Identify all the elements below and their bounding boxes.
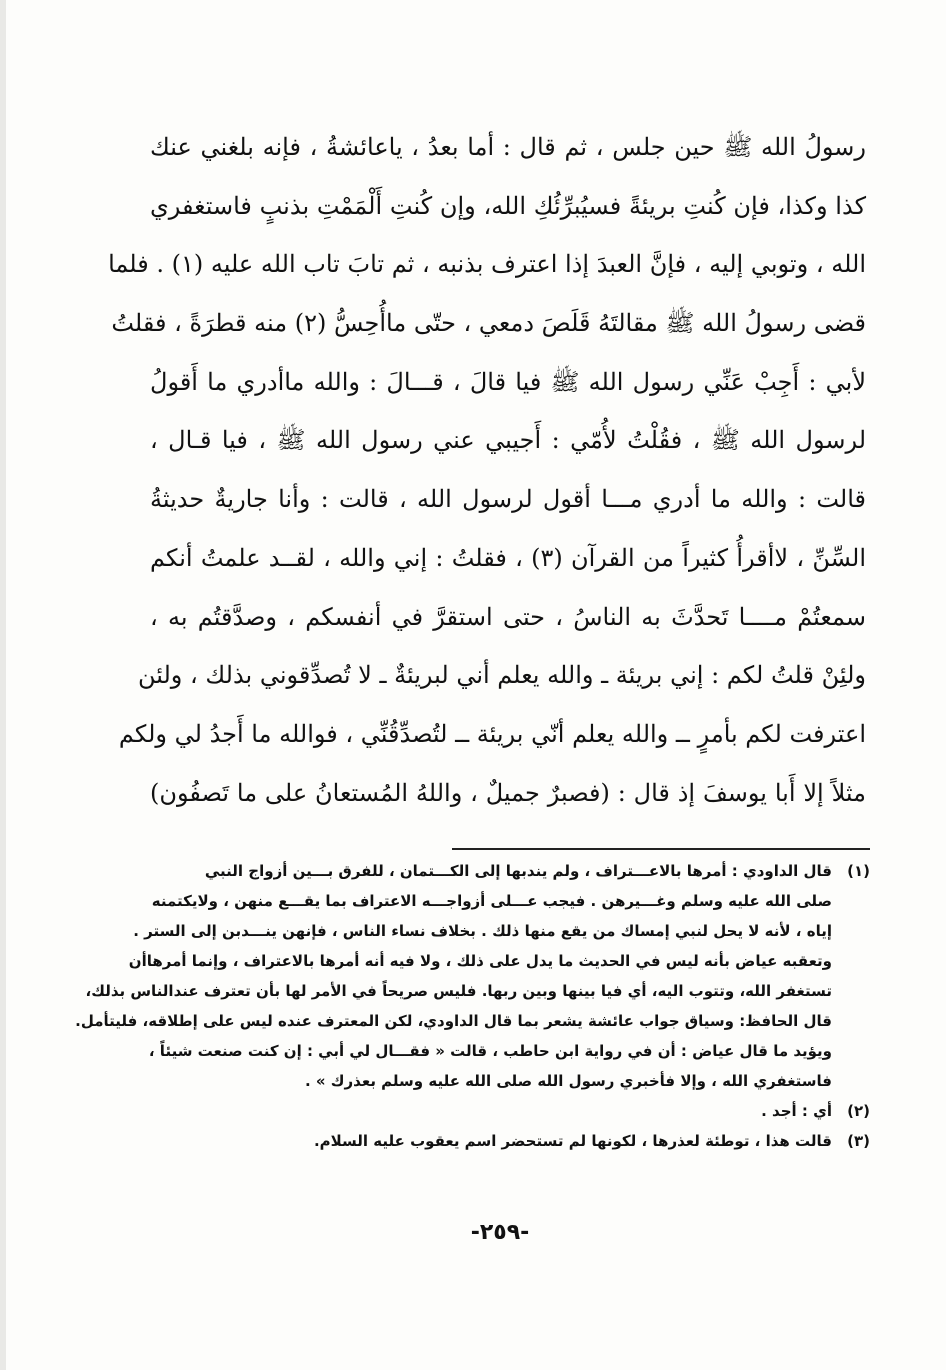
footnote-1 bbox=[75, 856, 870, 1096]
footnote-2 bbox=[150, 1096, 870, 1126]
text-line: الله ، وتوبي إليه ، فإنَّ العبدَ إذا اعترف بذنبه ، ثم تابَ تاب الله عليه (١) . فلما bbox=[108, 250, 866, 279]
footnote-line: إياه ، لأنه لا يحل لنبي إمساك من يقع منها ذلك . بخلاف نساء الناس ، فإنهن ينـــدبن إلى الستر . bbox=[133, 922, 832, 940]
footnote-line: فاستغفري الله ، وإلا فأخبري رسول الله صلى الله عليه وسلم بعذرك » . bbox=[304, 1072, 832, 1090]
footnote-line: وتعقبه عياض بأنه ليس في الحديث ما يدل على ذلك ، ولا فيه أنه أمرها بالاعتراف ، وإنما أمرهاأن bbox=[128, 952, 832, 970]
text-line: لرسول الله ﷺ ، فقُلْتُ لأُمّي : أَجيبي عني رسول الله ﷺ ، فيا قـال ، bbox=[150, 426, 867, 455]
footnote-divider bbox=[452, 848, 870, 850]
text-line: ولئِنْ قلتُ لكم : إني بريئة ـ والله يعلم أني لبريئةٌ ـ لا تُصدِّقوني بذلك ، ولئن bbox=[137, 661, 866, 690]
footnotes bbox=[75, 856, 870, 1156]
text-line: مثلاً إلا أَبا يوسفَ إذ قال : (فصبرٌ جميلٌ ، واللهُ المُستعانُ على ما تَصفُون) bbox=[150, 778, 866, 807]
footnote-line: أي : أجد . bbox=[761, 1102, 832, 1120]
footnote-line: صلى الله عليه وسلم وغـــيرهن . فيجب عـــلى أزواجـــه الاعتراف بما يقـــع منهن ، ولايكتمنه bbox=[151, 892, 832, 910]
main-text bbox=[108, 118, 867, 822]
text-line: قالت : والله ما أدري مـــا أقول لرسول الله ، قالت : وأنا جاريةٌ حديثةُ bbox=[150, 485, 866, 514]
footnote-line: قال الداودي : أمرها بالاعـــتراف ، ولم يندبها إلى الكـــتمان ، للفرق بـــين أزواج النبي bbox=[204, 862, 832, 880]
text-line: رسولُ الله ﷺ حين جلس ، ثم قال : أما بعدُ ، ياعائشةُ ، فإنه بلغني عنك bbox=[150, 133, 866, 161]
footnote-number: (١) bbox=[847, 862, 870, 880]
text-line: لأبي : أَجِبْ عَنِّي رسول الله ﷺ فيا قالَ ، قـــالَ : والله ماأدري ما أَقولُ bbox=[150, 367, 866, 396]
page-number: -٢٥٩- bbox=[470, 1220, 530, 1245]
footnote-line: ويؤيد ما قال عياض : أن في رواية ابن حاطب ، قالت « فقـــال لي أبي : إن كنت صنعت شيئاً ، bbox=[148, 1042, 832, 1060]
text-line: كذا وكذا، فإن كُنتِ بريئةً فسيُبرِّئُكِ الله، وإن كُنتِ أَلْمَمْتِ بذنبٍ فاستغفري bbox=[150, 191, 866, 220]
text-line: قضى رسولُ الله ﷺ مقالتَهُ قَلَصَ دمعي ، حتّى ماأُحِسُّ (٢) منه قطرَةً ، فقلتُ bbox=[111, 309, 866, 338]
footnote-line: قال الحافظ: وسياق جواب عائشة يشعر بما قال الداودي، لكن المعترف عنده ليس على إطلاقه، فليتأمل. bbox=[75, 1012, 832, 1030]
text-line: سمعتُمْ مــــا تَحدَّثَ به الناسُ ، حتى استقرَّ في أنفسكم ، وصدَّقتُم به ، bbox=[150, 602, 866, 631]
footnote-3 bbox=[150, 1126, 870, 1156]
text-line: السِّنِّ ، لاأقرأُ كثيراً من القرآن (٣) ، فقلتُ : إني والله ، لقــد علمتُ أنكم bbox=[150, 543, 867, 572]
text-line: اعترفت لكم بأمرٍ ــ والله يعلم أنّي بريئة ــ لتُصدِّقُنِّي ، فوالله ما أَجدُ لي ولكم bbox=[118, 719, 866, 748]
footnote-number: (٣) bbox=[847, 1132, 870, 1150]
scan-edge bbox=[0, 0, 6, 1370]
footnote-line: قالت هذا ، توطئة لعذرها ، لكونها لم تستحضر اسم يعقوب عليه السلام. bbox=[313, 1132, 832, 1150]
footnote-line: تستغفر الله، وتتوب اليه، أي فيا بينها وبين ربها. فليس صريحاً في الأمر لها بأن تعترف عندالناس بذلك، bbox=[85, 982, 832, 1000]
footnote-number: (٢) bbox=[847, 1102, 870, 1120]
